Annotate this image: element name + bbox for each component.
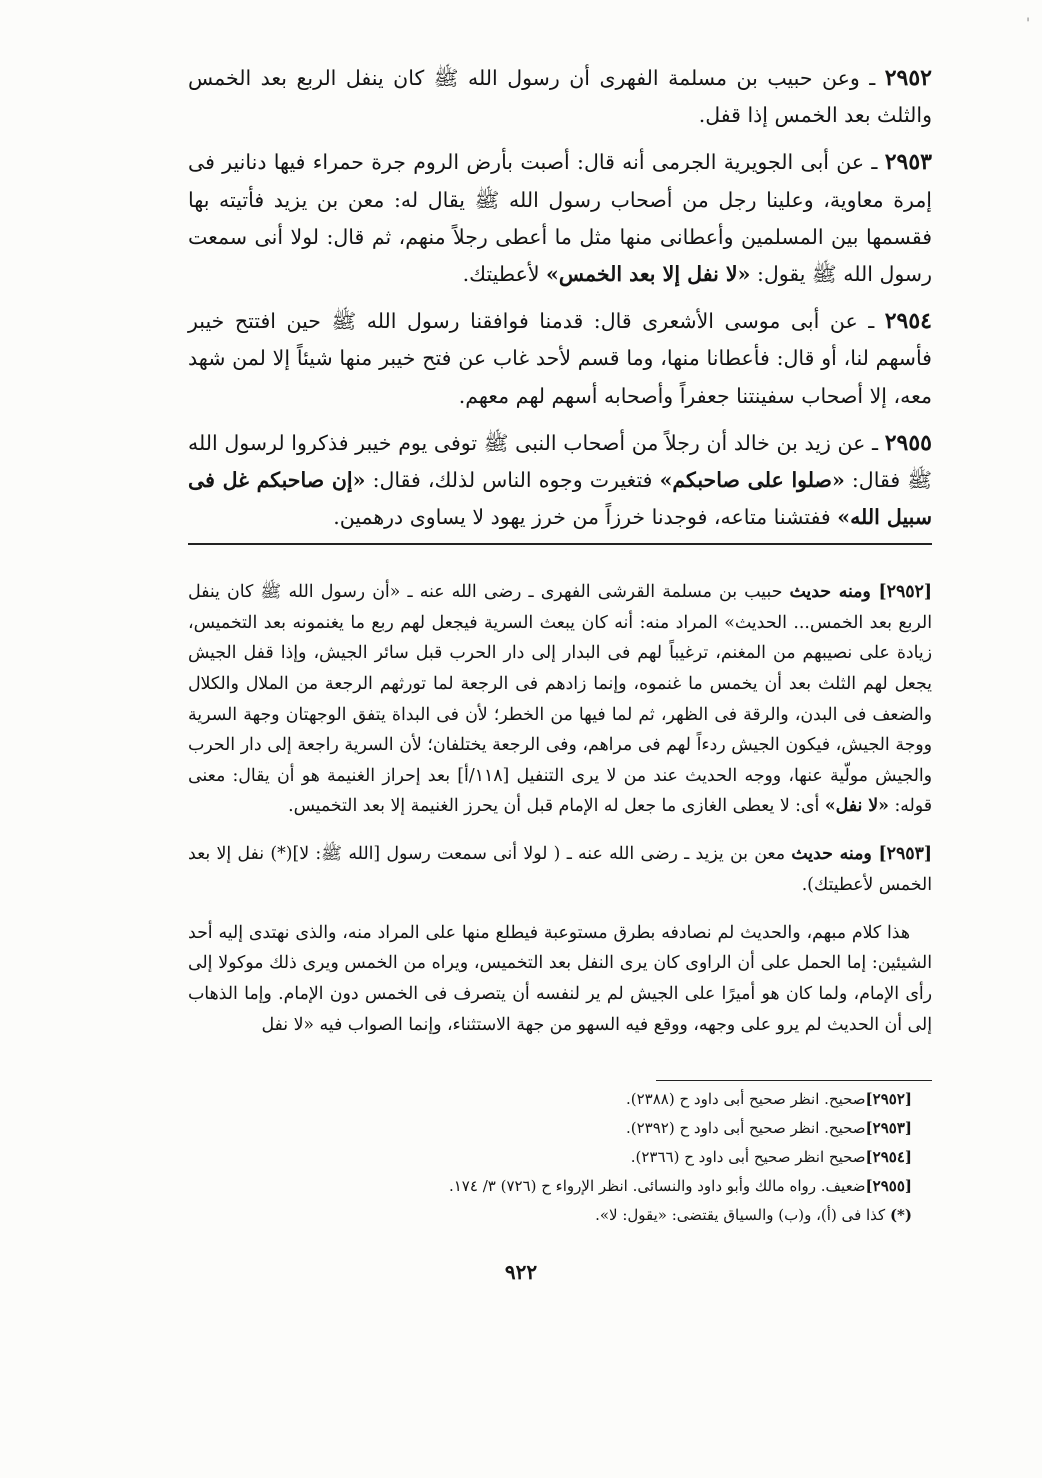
footnote <box>300 1085 912 1114</box>
footnote-number: [٢٩٥٢] <box>865 1090 912 1108</box>
commentary-text: هذا كلام مبهم، والحديث لم نصادفه بطرق مستوعبة فيطلع منها على المراد منه، والذى نهتدى إليه أحد الشيئين: إما الحمل على أن الراوى كان يرى النفل بعد التخميس، ويراه من الخمس ويرى ذلك موكولا إلى رأى الإمام، ولما كان هو أميرًا على الجيش لم ير لنفسه أن يتصرف فى الخمس دون الإمام. وإما الذهاب إلى أن الحديث لم يرو على وجهه، ووقع فيه السهو من جهة الاستثناء، وإنما الصواب فيه «لا نفل <box>188 922 932 1035</box>
hadith-entry <box>188 144 932 293</box>
hadith-text: ـ عن زيد بن خالد أن رجلاً من أصحاب النبى ﷺ توفى يوم خيبر فذكروا لرسول الله ﷺ فقال: <box>188 430 933 493</box>
footnote-text: ضعيف. رواه مالك وأبو داود والنسائى. انظر الإرواء ح (٧٢٦) ٣/ ١٧٤. <box>448 1177 866 1195</box>
footnote-text: صحيح. انظر صحيح أبى داود ح (٢٣٨٨). <box>625 1090 866 1108</box>
page-number: ٩٢٢ <box>504 1260 538 1284</box>
hadith-entry <box>188 60 932 134</box>
hadith-entry <box>188 303 932 415</box>
hadith-number: ٢٩٥٤ <box>884 308 932 335</box>
commentary-section <box>188 560 932 1058</box>
hadith-text: ـ وعن حبيب بن مسلمة الفهرى أن رسول الله ﷺ كان ينفل الربع بعد الخمس والثلث بعد الخمس إذا قفل. <box>188 66 932 128</box>
hadith-text: ـ عن أبى الجويرية الجرمى أنه قال: أصبت بأرض الروم جرة حمراء فيها دنانير فى إمرة معاوية، وعلينا رجل من أصحاب رسول الله ﷺ يقال له: معن بن يزيد فأتيته بها فقسمها بين المسلمين وأعطانى منها مثل ما أعطى رجلاً منهم، ثم قال: لولا أنى سمعت رسول الله ﷺ يقول: <box>188 150 932 287</box>
hadith-quote: «صلوا على صاحبكم» <box>659 468 845 493</box>
hadith-quote: «لا نفل إلا بعد الخمس» <box>546 262 751 287</box>
footnotes <box>300 1085 912 1230</box>
hadith-number: ٢٩٥٢ <box>884 65 932 91</box>
commentary-quote: «لا نفل» <box>824 796 889 817</box>
hadith-number: ٢٩٥٣ <box>884 149 932 176</box>
hadith-list <box>188 60 932 546</box>
commentary-text: حبيب بن مسلمة القرشى الفهرى ـ رضى الله عنه ـ <box>400 582 790 603</box>
footnote-number: [٢٩٥٤] <box>865 1148 912 1166</box>
footnote <box>300 1143 912 1172</box>
hadith-number: ٢٩٥٥ <box>884 429 932 456</box>
hadith-text: ـ عن أبى موسى الأشعرى قال: قدمنا فوافقنا رسول الله ﷺ حين افتتح خيبر فأسهم لنا، أو قال: فأعطانا منها، وما قسم لأحد غاب عن فتح خيبر منها شيئاً إلا لمن شهد معه، إلا أصحاب سفينتنا جعفراً وأصحابه أسهم لهم معهم. <box>188 309 932 408</box>
hadith-text: ففتشنا متاعه، فوجدنا خرزاً من خرز يهود لا يساوى درهمين. <box>333 505 838 530</box>
footnote <box>300 1114 912 1143</box>
commentary-quote: «أن رسول الله ﷺ كان ينفل الربع بعد الخمس... الحديث» <box>188 582 932 633</box>
commentary-text: أى: لا يعطى الغازى ما جعل له الإمام قبل أن يحرز الغنيمة إلا بعد التخميس. <box>288 796 825 817</box>
footnote <box>300 1201 912 1230</box>
section-divider <box>188 543 932 545</box>
commentary-heading: [٢٩٥٣] ومنه حديث <box>791 844 932 865</box>
footnote <box>300 1172 912 1201</box>
hadith-text: لأعطيتك. <box>462 262 547 287</box>
hadith-quote: «إن صاحبكم غل فى سبيل الله» <box>188 468 932 530</box>
hadith-entry <box>188 425 932 537</box>
footnote-text: كذا فى (أ)، و(ب) والسياق يقتضى: «يقول: لا». <box>595 1206 890 1224</box>
commentary-paragraph <box>188 577 932 822</box>
footnote-number: (*) <box>889 1206 912 1224</box>
footnote-text: صحيح. انظر صحيح أبى داود ح (٢٣٩٢). <box>625 1119 866 1137</box>
commentary-text: المراد منه: أنه كان يبعث السرية فيجعل لهم ربع ما يغنمونه بعد التخميس، زيادة على نصيبهم من المغنم، ترغيباً لهم فى البدار إلى دار الحرب قبل سائر الجيش، وإذا قفل الجيش يجعل لهم الثلث بعد أن يخمس ما غنموه، وإنما زادهم فى الرجعة لما تورثهم الرجعة من الملال والكلال والضعف فى البدن، والرقة فى الظهر، ثم لما فيها من الخطر؛ لأن فى البداة يتفق الوجهتان وجهة السرية ووجة الجيش، فيكون الجيش ردءاً لهم فى مراهم، وفى الرجعة يختلفان؛ لأن السرية راجعة إلى دار الحرب والجيش مولّية عنها، ووجه الحديث عند من لا يرى التنفيل [١١٨/أ] بعد إحراز الغنيمة هو أن يقال: معنى قوله: <box>188 612 932 817</box>
commentary-paragraph <box>188 918 932 1040</box>
commentary-paragraph <box>188 839 932 900</box>
footnote-rule <box>656 1080 932 1081</box>
commentary-heading: [٢٩٥٢] ومنه حديث <box>789 582 932 603</box>
footnote-number: [٢٩٥٥] <box>865 1177 912 1195</box>
commentary-text: معن بن يزيد ـ رضى الله عنه ـ ( لولا أنى سمعت رسول [الله ﷺ: لا](*) نفل إلا بعد الخمس لأعطيتك). <box>188 844 932 895</box>
footnote-number: [٢٩٥٣] <box>865 1119 912 1137</box>
hadith-text: فتغيرت وجوه الناس لذلك، فقال: <box>365 468 660 493</box>
corner-mark: ' <box>1026 16 1030 32</box>
footnote-text: صحيح انظر صحيح أبى داود ح (٢٣٦٦). <box>630 1148 866 1166</box>
